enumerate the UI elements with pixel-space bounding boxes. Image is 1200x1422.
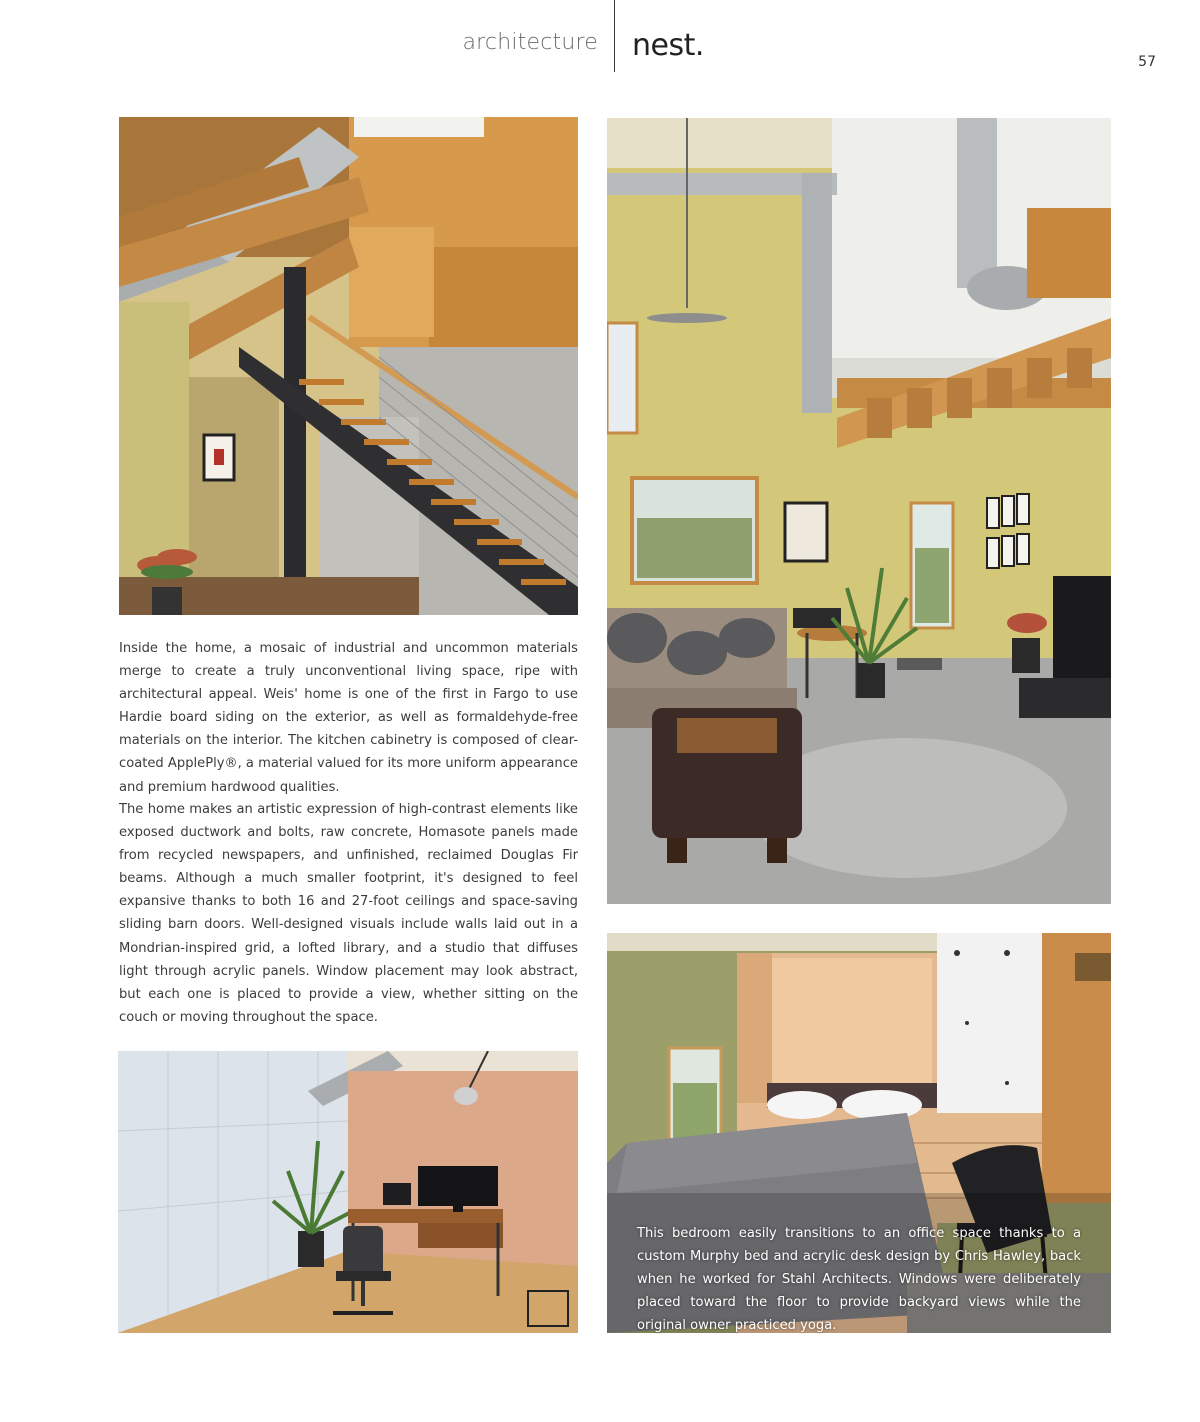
section-label: architecture	[462, 30, 598, 55]
logo-wordmark: nest.	[632, 28, 704, 63]
staircase-photo	[119, 117, 578, 615]
home-office-photo	[118, 1051, 578, 1333]
magazine-logo	[632, 26, 722, 70]
article-paragraph-1: Inside the home, a mosaic of industrial and uncommon materials merge to create a truly unconventional living space, ripe with architectural appeal. Weis' home is one of the first in Fargo to use Hardie board siding on the exterior, as well as formaldehyde-free materials on the interior. The kitchen cabinetry is composed of clear-coated ApplePly®, a material valued for its more uniform appearance and premium hardwood qualities.	[119, 641, 578, 795]
article-paragraph-2: The home makes an artistic expression of high-contrast elements like exposed ductwork and bolts, raw concrete, Homasote panels made from recycled newspapers, and unfinished, reclaimed Douglas Fir beams. Although a much smaller footprint, it's designed to feel expansive thanks to both 16 and 27-foot ceilings and space-saving sliding barn doors. Well-designed visuals include walls laid out in a Mondrian-inspired grid, a lofted library, and a studio that diffuses light through acrylic panels. Window placement may look abstract, but each one is placed to provide a view, whether sitting on the couch or moving throughout the space.	[119, 802, 578, 1025]
page-number: 57	[1138, 54, 1156, 70]
bedroom-caption: This bedroom easily transitions to an office space thanks to a custom Murphy bed and acrylic desk design by Chris Hawley, back when he worked for Stahl Architects. Windows were deliberately placed toward the floor to provide backyard views while the original owner practiced yoga.	[637, 1226, 1081, 1334]
living-room-photo	[607, 118, 1111, 904]
header-divider	[614, 0, 615, 72]
